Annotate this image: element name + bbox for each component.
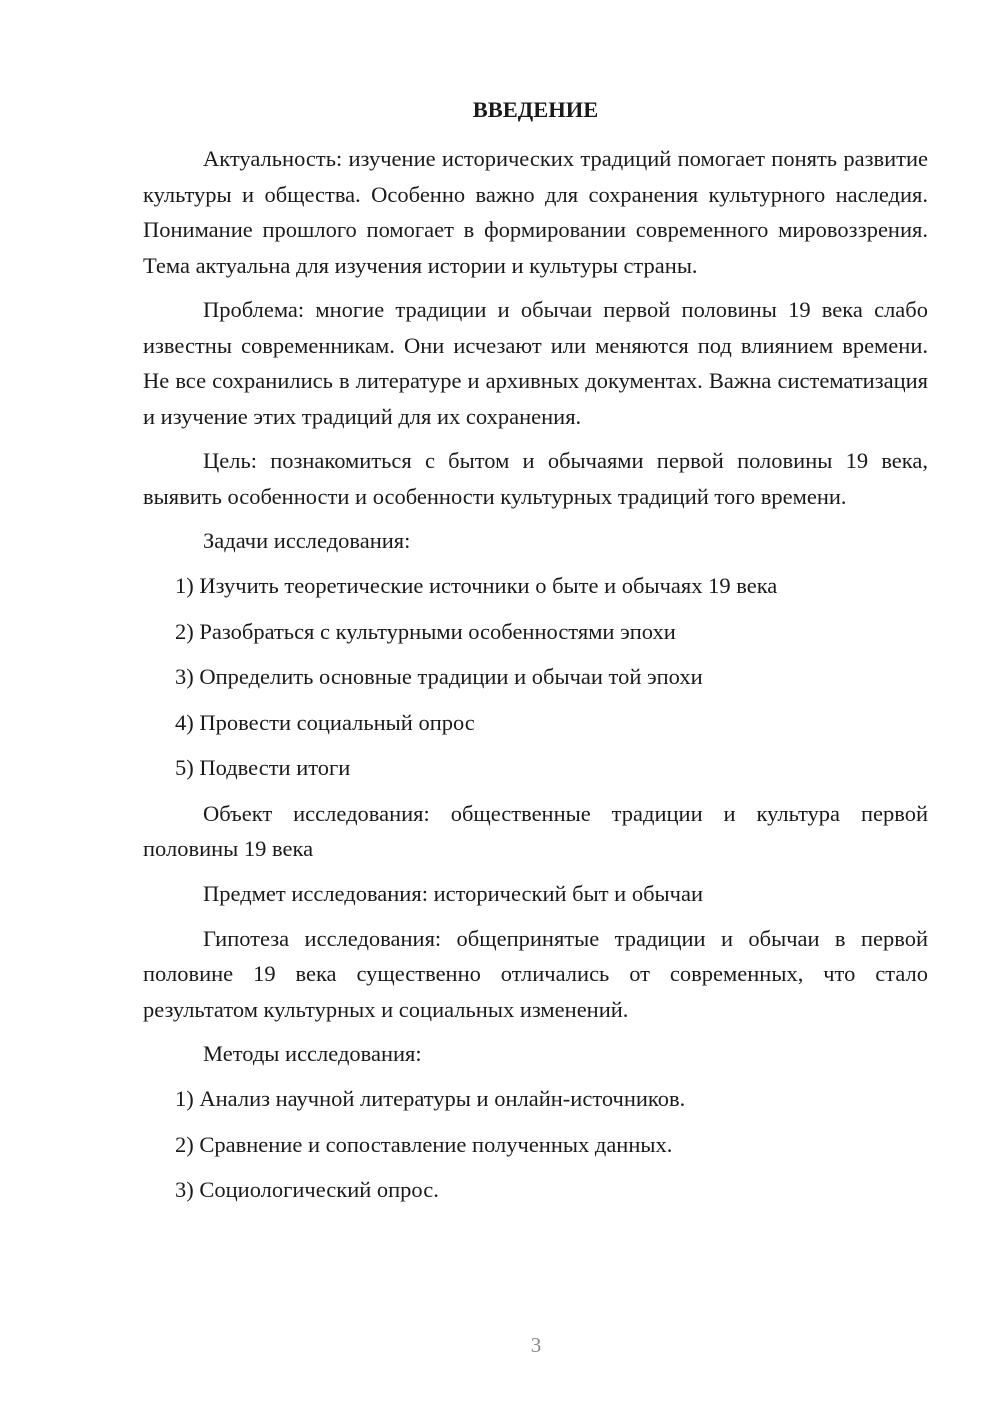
list-item: 4) Провести социальный опрос — [175, 709, 475, 735]
subject-paragraph: Предмет исследования: исторический быт и обычаи — [203, 880, 704, 906]
list-item: 1) Анализ научной литературы и онлайн-источников. — [175, 1086, 686, 1111]
relevance-paragraph: Актуальность: изучение исторических традиций помогает понять развитие культуры и общества. Особенно важно для сохранения культурного наследия. Понимание прошлого помогает в формировании современного мировоззрения. Тема актуальна для изучения истории и культуры страны. — [143, 146, 928, 278]
tasks-list — [143, 568, 928, 786]
hypothesis-paragraph: Гипотеза исследования: общепринятые традиции и обычаи в первой половине 19 века существенно отличались от современных, что стало результатом культурных и социальных изменений. — [143, 925, 928, 1022]
list-item: 3) Социологический опрос. — [175, 1177, 439, 1202]
methods-heading: Методы исследования: — [203, 1041, 422, 1066]
problem-paragraph: Проблема: многие традиции и обычаи первой половины 19 века слабо известны современникам. Они исчезают или меняются под влиянием времени. Не все сохранились в литературе и архивных документах. Важна систематизация и изучение этих традиций для их сохранения. — [143, 297, 928, 429]
list-item: 2) Сравнение и сопоставление полученных данных. — [175, 1131, 673, 1157]
list-item: 2) Разобраться с культурными особенностями эпохи — [175, 618, 676, 644]
tasks-heading: Задачи исследования: — [203, 528, 411, 553]
goal-paragraph: Цель: познакомиться с бытом и обычаями первой половины 19 века, выявить особенности и особенности культурных традиций того времени. — [143, 448, 928, 509]
page-content — [143, 92, 928, 1218]
list-item: 1) Изучить теоретические источники о быте и обычаях 19 века — [175, 573, 778, 598]
list-item: 5) Подвести итоги — [175, 755, 351, 780]
page-title: ВВЕДЕНИЕ — [472, 97, 599, 122]
object-paragraph: Объект исследования: общественные традиции и культура первой половины 19 века — [143, 800, 928, 861]
list-item: 3) Определить основные традиции и обычаи той эпохи — [175, 664, 703, 689]
page-number: 3 — [530, 1333, 542, 1357]
methods-list — [143, 1081, 928, 1208]
